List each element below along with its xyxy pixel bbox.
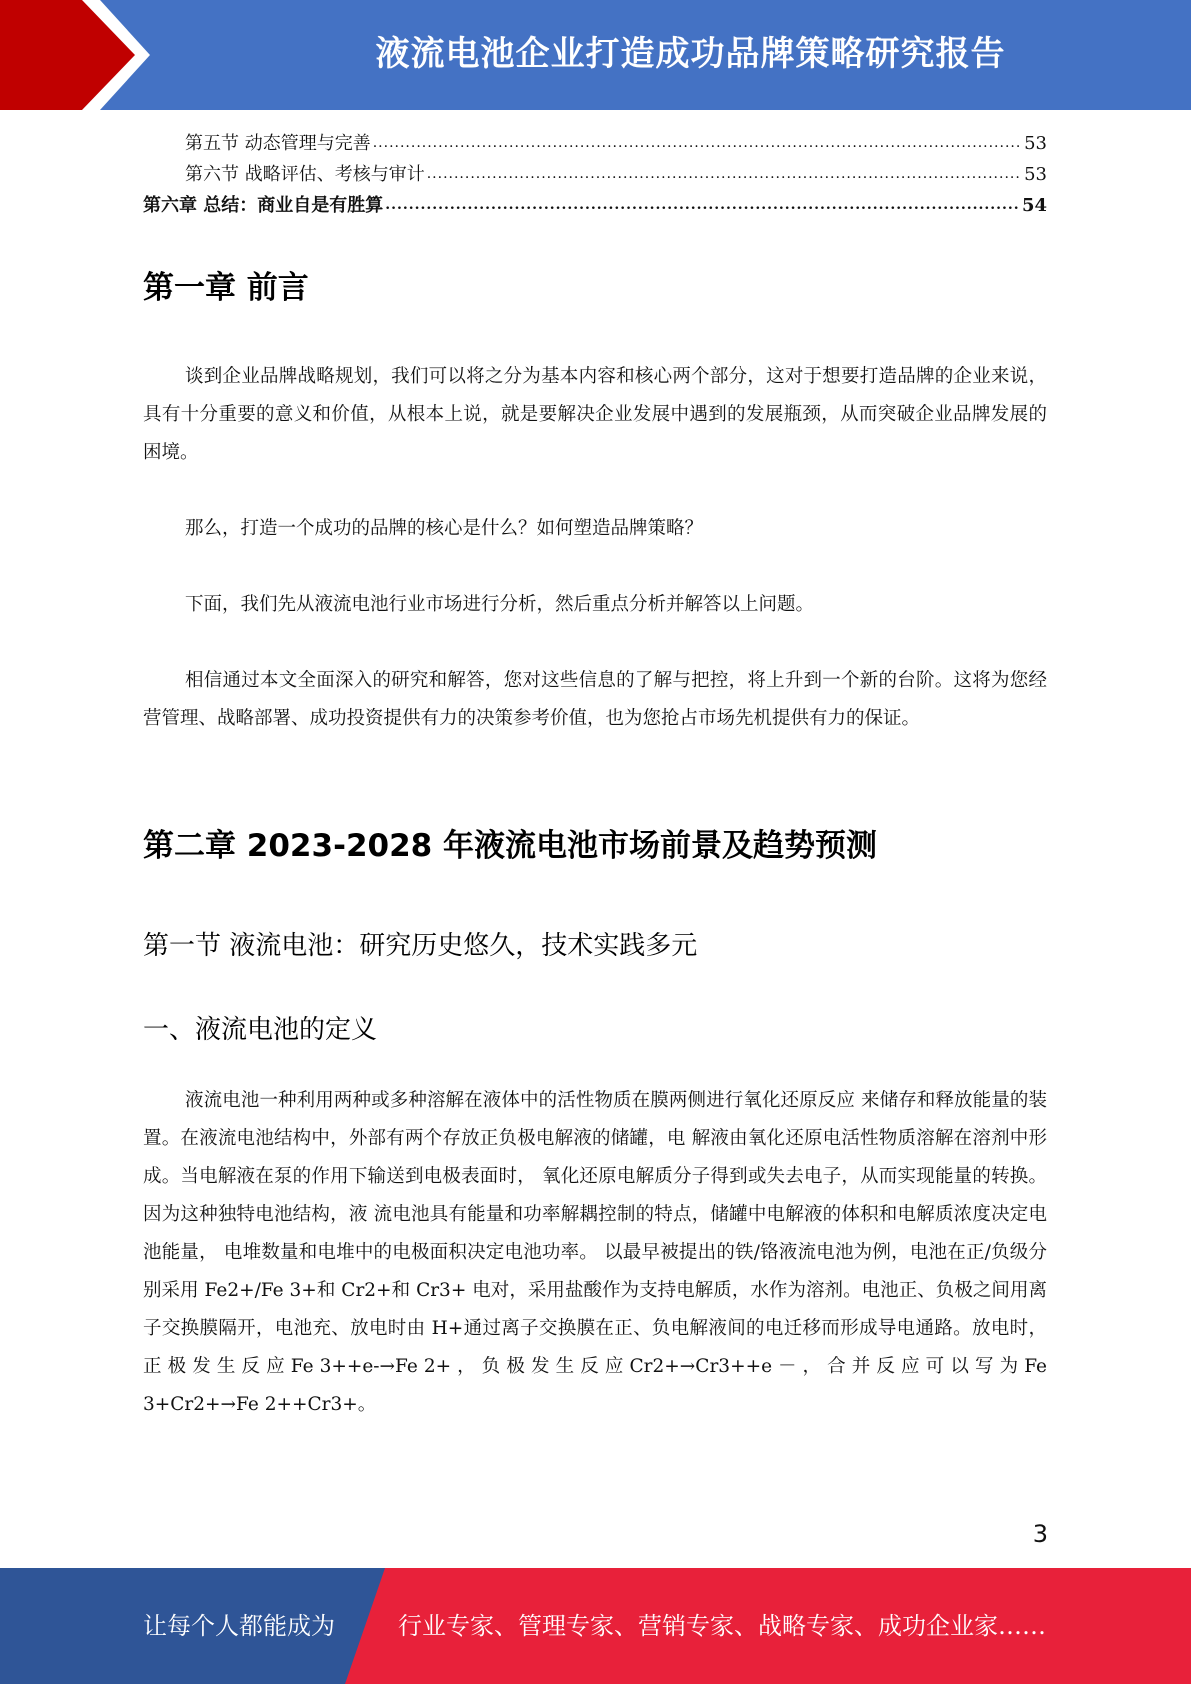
chapter-1-heading: 第一章 前言 bbox=[143, 270, 309, 306]
toc-entry-title: 第六节 战略评估、考核与审计 bbox=[185, 164, 425, 185]
chapter-2-heading: 第二章 2023-2028 年液流电池市场前景及趋势预测 bbox=[143, 828, 878, 864]
page-header bbox=[0, 0, 1191, 110]
section-heading: 第一节 液流电池：研究历史悠久，技术实践多元 bbox=[143, 931, 698, 961]
footer-slogan-left: 让每个人都能成为 bbox=[143, 1612, 335, 1640]
body-paragraph: 下面，我们先从液流电池行业市场进行分析，然后重点分析并解答以上问题。 bbox=[185, 594, 815, 615]
toc-leader-dots bbox=[385, 190, 1020, 221]
footer-slogan-right: 行业专家、管理专家、营销专家、战略专家、成功企业家…… bbox=[398, 1612, 1046, 1640]
page-footer bbox=[0, 1568, 1191, 1684]
toc-entry-page: 54 bbox=[1021, 195, 1047, 216]
toc-entry[interactable] bbox=[143, 128, 1047, 159]
toc-entry[interactable] bbox=[143, 159, 1047, 190]
toc-entry-title: 第五节 动态管理与完善 bbox=[185, 133, 371, 154]
toc-entry-page: 53 bbox=[1024, 164, 1047, 185]
toc-entry-title: 第六章 总结：商业自是有胜算 bbox=[143, 195, 384, 216]
toc-leader-dots bbox=[373, 128, 1022, 159]
header-chevron-decoration bbox=[0, 0, 150, 110]
body-paragraph: 那么，打造一个成功的品牌的核心是什么？如何塑造品牌策略？ bbox=[185, 518, 704, 539]
page-number: 3 bbox=[1032, 1520, 1048, 1548]
body-paragraph: 谈到企业品牌战略规划，我们可以将之分为基本内容和核心两个部分，这对于想要打造品牌的企业来说，具有十分重要的意义和价值，从根本上说，就是要解决企业发展中遇到的发展瓶颈，从而突破企业品牌发展的困境。 bbox=[143, 366, 1047, 463]
toc-entry-page: 53 bbox=[1024, 133, 1047, 154]
subsection-heading: 一、液流电池的定义 bbox=[143, 1015, 378, 1045]
toc-entry[interactable] bbox=[143, 190, 1047, 221]
toc-leader-dots bbox=[427, 159, 1022, 190]
body-paragraph: 相信通过本文全面深入的研究和解答，您对这些信息的了解与把控，将上升到一个新的台阶。这将为您经营管理、战略部署、成功投资提供有力的决策参考价值，也为您抢占市场先机提供有力的保证。 bbox=[143, 670, 1047, 729]
table-of-contents bbox=[143, 128, 1047, 221]
report-title: 液流电池企业打造成功品牌策略研究报告 bbox=[375, 34, 1006, 74]
body-paragraph: 液流电池一种利用两种或多种溶解在液体中的活性物质在膜两侧进行氧化还原反应 来储存和释放能量的装置。在液流电池结构中，外部有两个存放正负极电解液的储罐，电 解液由氧化还原电活性物质溶解在溶剂中形成。当电解液在泵的作用下输送到电极表面时， 氧化还原电解质分子得到或失去电子，从而实现能量的转换。因为这种独特电池结构，液 流电池具有能量和功率解耦控制的特点，储罐中电解液的体积和电解质浓度决定电池能量， 电堆数量和电堆中的电极面积决定电池功率。 以最早被提出的铁/铬液流电池为例，电池在正/负级分别采用 Fe2+/Fe 3+和 Cr2+和 Cr3+ 电对，采用盐酸作为支持电解质，水作为溶剂。电池正、负极之间用离子交换膜隔开，电池充、放电时由 H+通过离子交换膜在正、负电解液间的电迁移而形成导电通路。放电时， 正 极 发 生 反 应 Fe 3++e-→Fe 2+ ， 负 极 发 生 反 应 Cr2+→Cr3++e － ， 合 并 反 应 可 以 写 为 Fe 3+Cr2+→Fe 2++Cr3+。 bbox=[143, 1090, 1047, 1415]
